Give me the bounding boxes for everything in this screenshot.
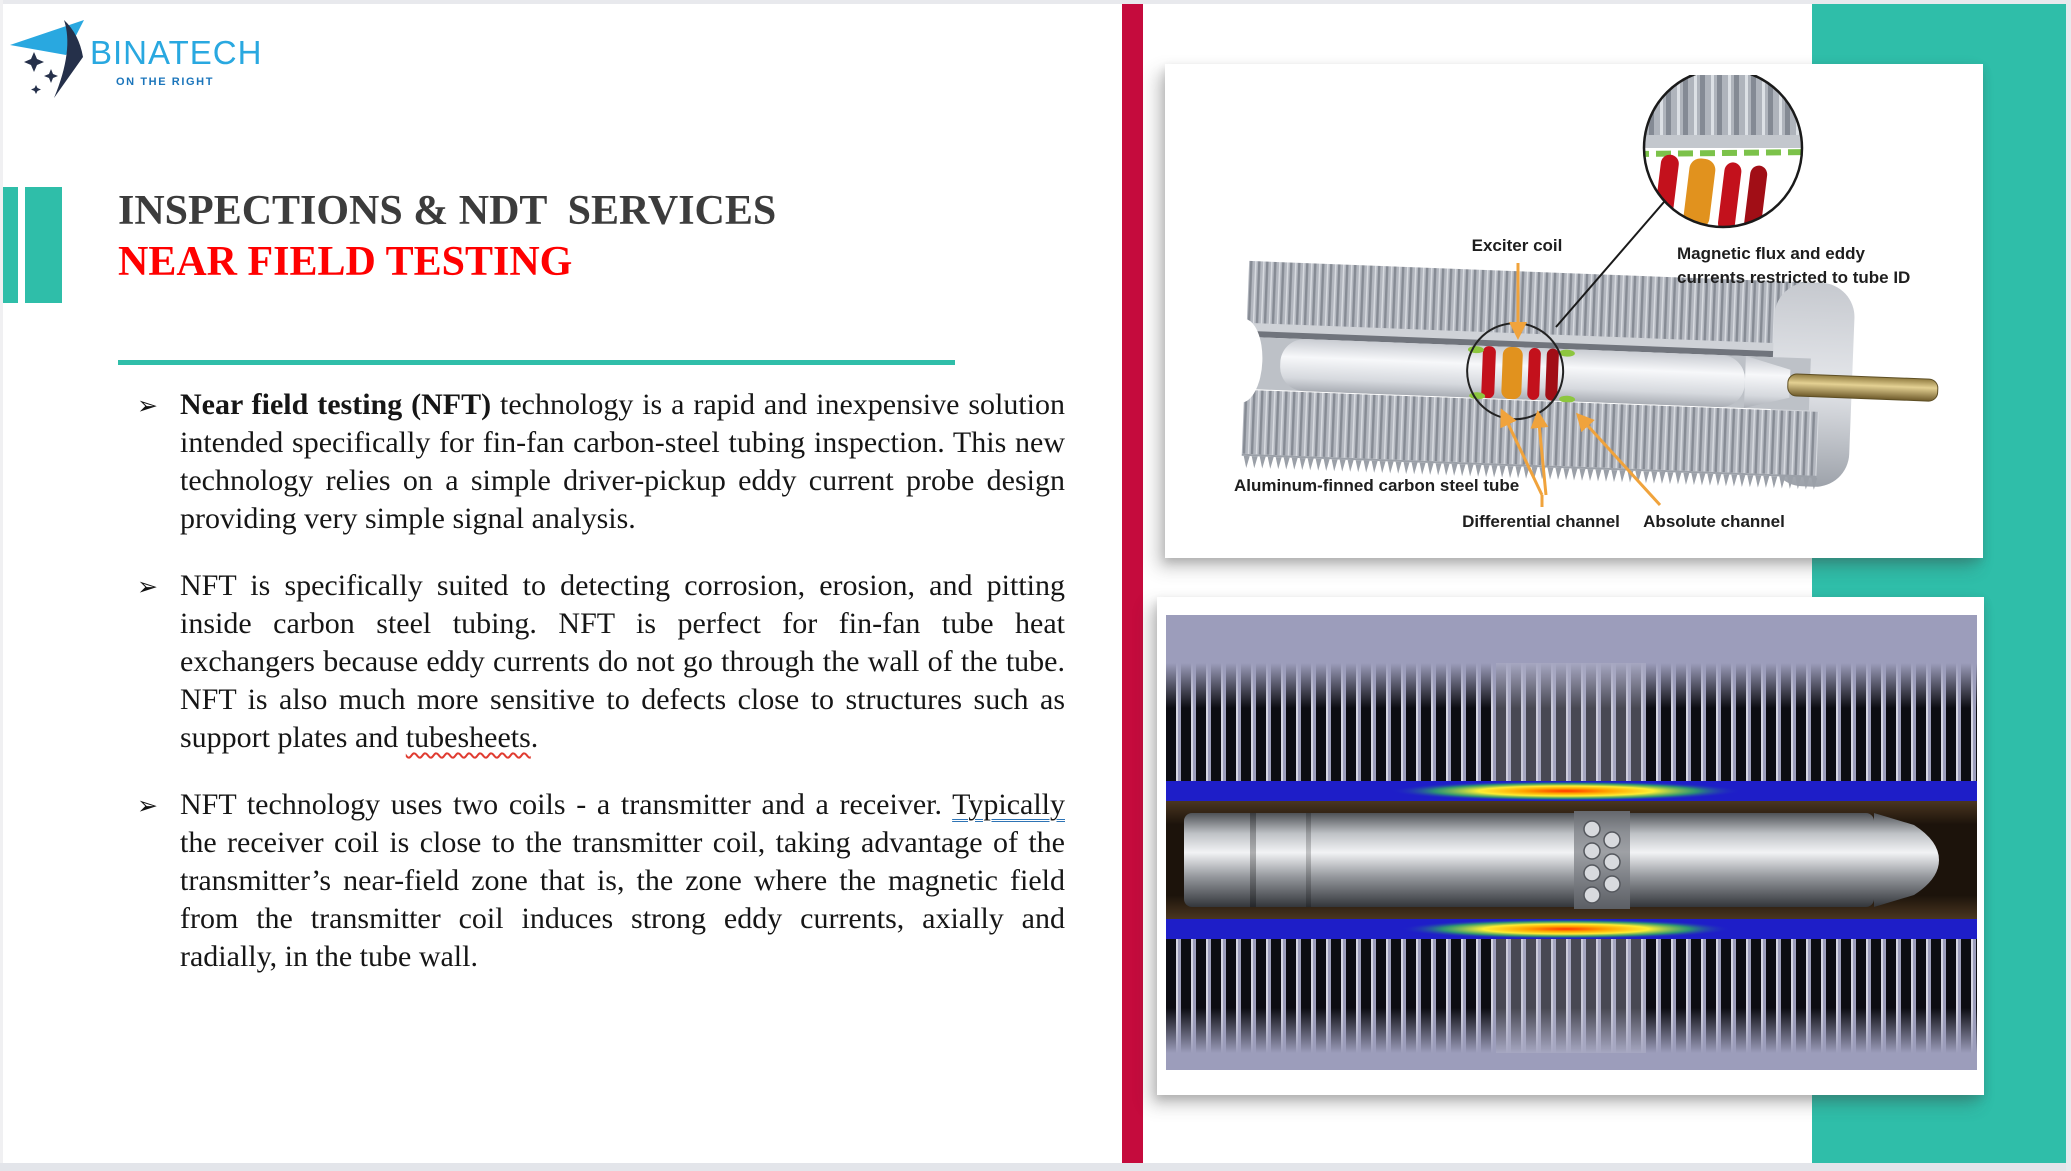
diagram-label-exciter: Exciter coil [1471, 236, 1563, 255]
bullet-list [137, 386, 1065, 1005]
bullet3-text-post: the receiver coil is close to the transmitter coil, taking advantage of the transmitter’s near-field zone that is, the zone where the magnetic field from the transmitter coil induces strong eddy currents, axially and radially, in the tube wall. [180, 826, 1065, 973]
company-logo [6, 8, 326, 108]
bullet-arrow-icon: ➢ [137, 572, 158, 601]
probe-body [1184, 811, 1939, 909]
diagram-label-aluminum: Aluminum-finned carbon steel tube [1234, 476, 1520, 495]
slide-top-border [0, 0, 2071, 4]
diagram-label-magnetic-line2: currents restricted to tube ID [1677, 268, 1911, 287]
diagram-label-differential: Differential channel [1462, 512, 1620, 531]
slide-left-border [0, 0, 3, 1171]
slide-bottom-border [0, 1163, 2071, 1171]
bullet1-text: technology is a rapid and inexpensive solution intended specifically for fin-fan carbon-steel tubing inspection. This new technology relies on a simple driver-pickup eddy current probe design providing very simple signal analysis. [180, 388, 1065, 535]
slide-right-border [2066, 0, 2071, 1171]
bullet-item-3 [137, 786, 1065, 976]
nft-probe-photo-card [1157, 597, 1984, 1095]
bullet3-grammar-word: Typically [952, 788, 1065, 821]
finned-tube-illustration [1218, 260, 1941, 494]
bullet2-spellcheck-word: tubesheets [405, 721, 531, 754]
logo-mark-icon [6, 8, 88, 104]
red-divider-stripe [1122, 4, 1143, 1163]
title-divider [118, 360, 955, 365]
bullet2-text: NFT is specifically suited to detecting corrosion, erosion, and pitting inside carbon steel tubing. NFT is perfect for fin-fan tube heat exchangers because eddy currents do not go through the wall of the tube. NFT is also much more sensitive to defects close to structures such as support plates and [180, 569, 1065, 754]
title-line-services: INSPECTIONS & NDT SERVICES [118, 188, 777, 234]
logo-tagline: ON THE RIGHT [116, 76, 215, 88]
accent-bar-thin [3, 187, 18, 303]
bullet1-lead: Near field testing (NFT) [180, 388, 492, 421]
bullet-arrow-icon: ➢ [137, 791, 158, 820]
accent-bar-thick [25, 187, 62, 303]
diagram-label-absolute: Absolute channel [1643, 512, 1785, 531]
bullet-arrow-icon: ➢ [137, 391, 158, 420]
bullet-item-2 [137, 567, 1065, 757]
title-line-near-field: NEAR FIELD TESTING [118, 239, 573, 285]
bullet3-text-pre: NFT technology uses two coils - a transmitter and a receiver. [180, 788, 953, 821]
nft-diagram-card [1165, 64, 1983, 558]
diagram-label-magnetic-line1: Magnetic flux and eddy [1677, 244, 1865, 263]
logo-brand-text: BINATECH [90, 34, 263, 71]
nft-probe-photo-image [1166, 615, 1977, 1070]
page-title [118, 186, 776, 288]
bullet-item-1 [137, 386, 1065, 538]
nft-probe-diagram-image [1190, 75, 1980, 555]
bullet2-period: . [530, 721, 539, 754]
